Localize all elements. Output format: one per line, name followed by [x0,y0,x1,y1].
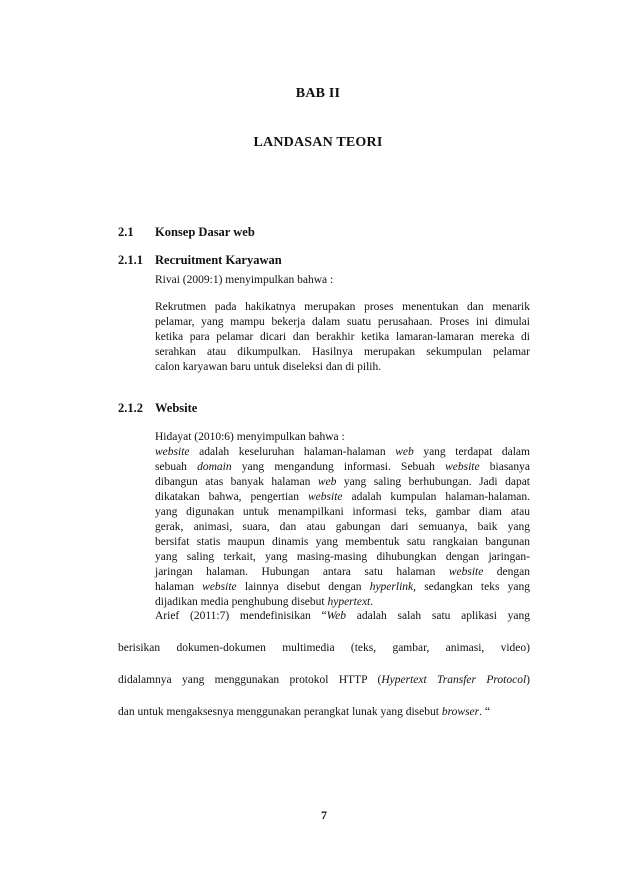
text-line: gerak, animasi, suara, dan atau gabungan dari semuanya, baik yang [155,521,530,533]
term: website [445,461,480,473]
text-line: pelamar, yang mampu bekerja dalam suatu perusahaan. Proses ini dimulai [155,316,530,328]
text-line: Rekrutmen pada hakikatnya merupakan proses menentukan dan menarik [155,301,530,313]
text-line [155,595,530,610]
text-line [155,460,530,475]
text-segment: . [370,596,374,608]
term: website [155,446,190,458]
section-title: Konsep Dasar web [155,225,255,239]
text-segment: ) [526,674,530,686]
section-title: Recruitment Karyawan [155,253,282,267]
text-segment: dikatakan bahwa, pengertian [155,491,308,503]
text-segment: yang saling berhubungan. Jadi dapat [336,476,530,488]
text-segment: lainnya disebut dengan [236,581,370,593]
text-segment: adalah keseluruhan halaman-halaman [189,446,396,458]
text-line: serahkan atau dikumpulkan. Hasilnya merupakan sekumpulan pelamar [155,346,530,358]
text-segment: dibangun atas banyak halaman [155,476,318,488]
chapter-title: LANDASAN TEORI [253,135,383,150]
term: website [448,566,484,578]
term: website [202,581,237,593]
text-line: Hidayat (2010:6) menyimpulkan bahwa : [155,431,345,443]
text-line: berisikan dokumen-dokumen multimedia (teks, gambar, animasi, video) [118,642,530,654]
term: website [308,491,343,503]
term: domain [197,461,232,473]
text-segment: didalamnya yang menggunakan protokol HTTP ( [118,674,382,686]
section-number: 2.1.2 [118,401,143,415]
text-line: ketika para pelamar dicari dan berakhir ketika lamaran-lamaran mereka di [155,331,530,343]
text-line: yang saling terkait, yang masing-masing dihubungkan dengan jaringan- [155,551,530,563]
text-segment: sebuah [155,461,198,473]
term: web [395,446,414,458]
text-segment: dengan [483,566,530,578]
text-segment: . “ [479,706,490,718]
text-line: yang digunakan untuk menampilkani informasi teks, gambar diam atau [155,506,530,518]
section-heading-2-1 [118,225,255,240]
text-segment: sedangkan teks yang [416,581,531,593]
term: hyperlink, [369,581,417,593]
text-segment: Arief (2011:7) mendefinisikan “ [155,610,327,622]
section-number: 2.1.1 [118,253,143,267]
section-title: Website [155,401,198,415]
text-line [118,706,530,718]
paragraph-intro: Rivai (2009:1) menyimpulkan bahwa : [155,274,334,286]
text-line: calon karyawan baru untuk diseleksi dan di pilih. [155,361,382,373]
text-segment: yang mengandung informasi. Sebuah [231,461,446,473]
page-number: 7 [321,808,327,822]
term: Hypertext Transfer Protocol [381,674,527,686]
term: web [317,476,337,488]
section-heading-2-1-2 [118,401,197,416]
text-line [155,490,530,505]
text-segment: dan untuk mengaksesnya menggunakan perangkat lunak yang disebut [118,706,442,718]
chapter-number: BAB II [295,86,341,101]
text-line [155,445,530,460]
text-segment: dijadikan media penghubung disebut [155,596,328,608]
term: Web [326,610,347,622]
text-line [155,565,530,580]
text-segment: yang terdapat dalam [413,446,530,458]
text-line [155,580,530,595]
text-segment: adalah kumpulan halaman-halaman. [342,491,530,503]
text-segment: adalah salah satu aplikasi yang [346,610,530,622]
term: hypertext [327,596,371,608]
text-segment: biasanya [479,461,531,473]
text-line: bersifat statis maupun dinamis yang membentuk satu rangkaian bangunan [155,536,530,548]
term: browser [441,706,480,718]
section-number: 2.1 [118,225,134,239]
text-segment: jaringan halaman. Hubungan antara satu halaman [155,566,449,578]
text-line [118,674,530,686]
text-line [155,610,530,622]
website-quote [155,430,530,610]
section-heading-2-1-1 [118,253,282,268]
text-segment: halaman [155,581,203,593]
recruitment-quote [155,300,530,375]
text-line [155,475,530,490]
